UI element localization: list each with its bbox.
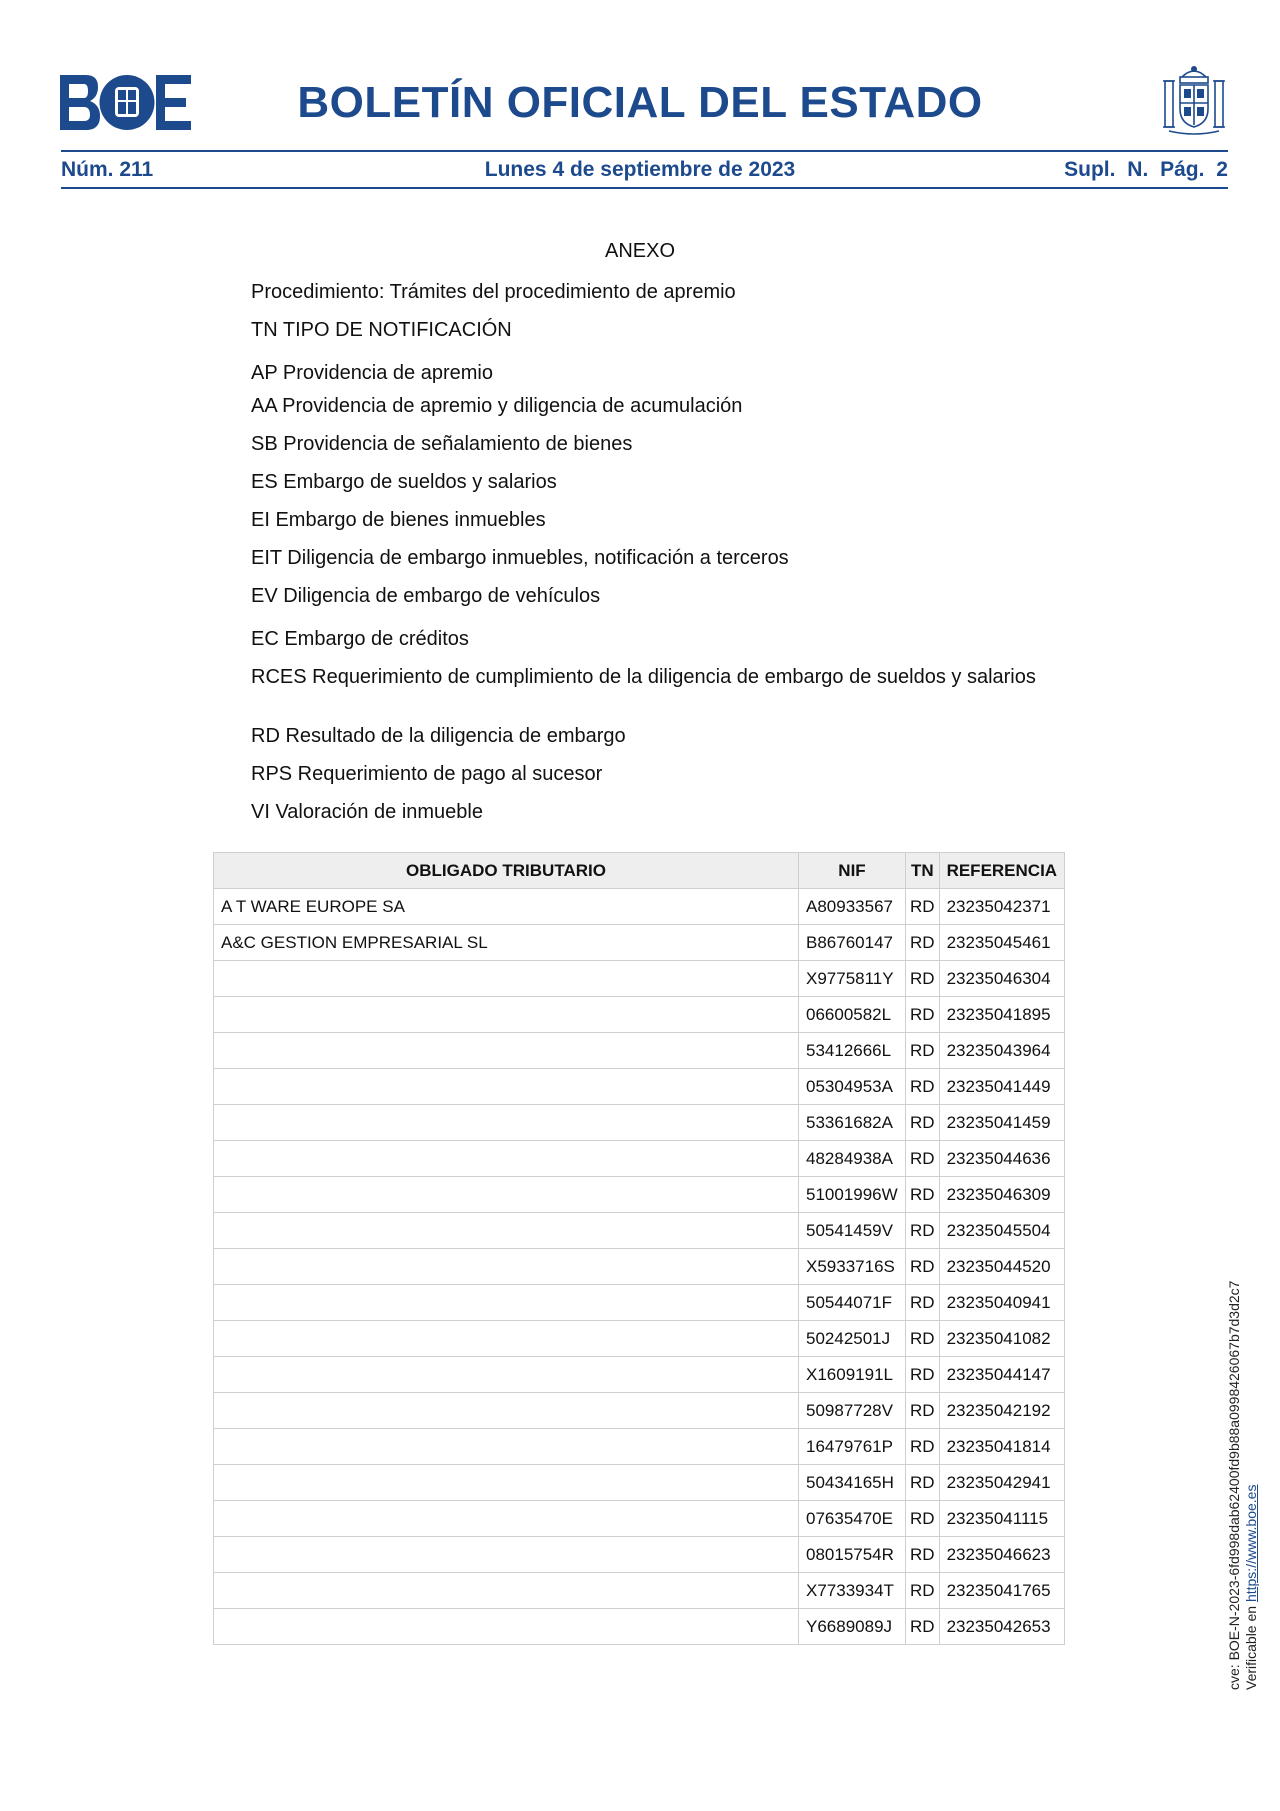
cell-referencia: 23235042371 (939, 889, 1065, 925)
cell-obligado (214, 1249, 799, 1285)
tn-heading (214, 317, 1074, 343)
table-row (214, 1069, 1065, 1105)
cell-tn: RD (906, 1285, 940, 1321)
cell-referencia: 23235044520 (939, 1249, 1065, 1285)
cell-referencia: 23235044147 (939, 1357, 1065, 1393)
table-row (214, 889, 1065, 925)
cell-nif: 08015754R (799, 1537, 906, 1573)
procedure-text: Procedimiento: Trámites del procedimiento de apremio (251, 281, 736, 303)
list-item (214, 761, 1074, 787)
col-referencia: REFERENCIA (939, 853, 1065, 889)
cell-nif: A80933567 (799, 889, 906, 925)
cell-referencia: 23235043964 (939, 1033, 1065, 1069)
header-bottom-rule (61, 187, 1228, 189)
cell-tn: RD (906, 925, 940, 961)
cell-tn: RD (906, 1537, 940, 1573)
cell-nif: 07635470E (799, 1501, 906, 1537)
table-row (214, 1249, 1065, 1285)
cell-obligado: A T WARE EUROPE SA (214, 889, 799, 925)
cell-nif: X5933716S (799, 1249, 906, 1285)
cell-obligado (214, 1537, 799, 1573)
cell-obligado: A&C GESTION EMPRESARIAL SL (214, 925, 799, 961)
cell-nif: 53412666L (799, 1033, 906, 1069)
cell-obligado (214, 1573, 799, 1609)
tn-item-aa: AA Providencia de apremio y diligencia de acumulación (251, 395, 743, 417)
cell-referencia: 23235042653 (939, 1609, 1065, 1645)
list-item (214, 431, 1074, 457)
verify-prefix: Verificable en (1243, 1602, 1259, 1690)
boe-logo-icon (60, 75, 191, 130)
cell-nif: 50541459V (799, 1213, 906, 1249)
cell-obligado (214, 1321, 799, 1357)
cell-tn: RD (906, 889, 940, 925)
tn-heading-text: TN TIPO DE NOTIFICACIÓN (251, 319, 512, 341)
list-item (214, 393, 1074, 419)
cell-referencia: 23235042192 (939, 1393, 1065, 1429)
cell-referencia: 23235041449 (939, 1069, 1065, 1105)
table-row (214, 925, 1065, 961)
cell-obligado (214, 1357, 799, 1393)
boe-link[interactable]: https://www.boe.es (1243, 1484, 1259, 1603)
cell-nif: 53361682A (799, 1105, 906, 1141)
cell-nif: B86760147 (799, 925, 906, 961)
table-row (214, 1465, 1065, 1501)
cell-tn: RD (906, 1501, 940, 1537)
cell-obligado (214, 1393, 799, 1429)
cell-tn: RD (906, 1321, 940, 1357)
tn-item-rd: RD Resultado de la diligencia de embargo (251, 725, 626, 747)
table-row (214, 1609, 1065, 1645)
table-row (214, 1033, 1065, 1069)
cell-referencia: 23235046309 (939, 1177, 1065, 1213)
cell-obligado (214, 1033, 799, 1069)
notifications-table (213, 852, 1065, 1645)
cell-tn: RD (906, 1141, 940, 1177)
cell-referencia: 23235042941 (939, 1465, 1065, 1501)
cell-obligado (214, 961, 799, 997)
tn-item-ei: EI Embargo de bienes inmuebles (251, 509, 546, 531)
list-item (214, 507, 1074, 533)
cell-referencia: 23235046623 (939, 1537, 1065, 1573)
cell-referencia: 23235041115 (939, 1501, 1065, 1537)
tn-item-es: ES Embargo de sueldos y salarios (251, 471, 557, 493)
cell-tn: RD (906, 1465, 940, 1501)
cell-referencia: 23235046304 (939, 961, 1065, 997)
cell-tn: RD (906, 1177, 940, 1213)
table-row (214, 1177, 1065, 1213)
verify-line (1243, 1281, 1260, 1690)
annex-heading: ANEXO (604, 240, 676, 262)
cell-tn: RD (906, 1609, 940, 1645)
cell-nif: Y6689089J (799, 1609, 906, 1645)
cve-code: cve: BOE-N-2023-6fd998dab62400fd9b88a0998426067b7d3d2c7 (1226, 1280, 1242, 1690)
cell-obligado (214, 1609, 799, 1645)
list-item (214, 626, 1074, 652)
table-row (214, 1285, 1065, 1321)
cell-tn: RD (906, 1033, 940, 1069)
cell-obligado (214, 1069, 799, 1105)
cell-referencia: 23235040941 (939, 1285, 1065, 1321)
table-row (214, 1573, 1065, 1609)
cell-obligado (214, 1465, 799, 1501)
list-item (214, 799, 1074, 825)
tn-item-vi: VI Valoración de inmueble (251, 801, 483, 823)
list-item: RCES Requerimiento de cumplimiento de la diligencia de embargo de sueldos y salarios (251, 666, 1036, 688)
page-title: BOLETÍN OFICIAL DEL ESTADO (297, 78, 983, 127)
table-row (214, 997, 1065, 1033)
cell-referencia: 23235045504 (939, 1213, 1065, 1249)
cell-referencia: 23235041814 (939, 1429, 1065, 1465)
list-item (214, 360, 1074, 386)
list-item (214, 545, 1074, 571)
col-nif: NIF (799, 853, 906, 889)
col-tn: TN (906, 853, 940, 889)
cell-nif: X9775811Y (799, 961, 906, 997)
cell-nif: 50544071F (799, 1285, 906, 1321)
cell-tn: RD (906, 1573, 940, 1609)
cell-referencia: 23235041765 (939, 1573, 1065, 1609)
cell-obligado (214, 1285, 799, 1321)
spain-coat-of-arms-icon (1160, 63, 1228, 137)
cell-obligado (214, 1501, 799, 1537)
cell-nif: 50242501J (799, 1321, 906, 1357)
supplement-page: Supl. N. Pág. 2 (1064, 158, 1228, 181)
cell-tn: RD (906, 997, 940, 1033)
cell-nif: 05304953A (799, 1069, 906, 1105)
procedure-line (214, 279, 1074, 305)
cell-obligado (214, 1429, 799, 1465)
table-header-row (214, 853, 1065, 889)
cell-obligado (214, 997, 799, 1033)
table-row (214, 961, 1065, 997)
cell-nif: 50434165H (799, 1465, 906, 1501)
cell-tn: RD (906, 1357, 940, 1393)
cell-referencia: 23235041895 (939, 997, 1065, 1033)
table-row (214, 1501, 1065, 1537)
cell-nif: 16479761P (799, 1429, 906, 1465)
cell-nif: X7733934T (799, 1573, 906, 1609)
cell-tn: RD (906, 1429, 940, 1465)
cell-tn: RD (906, 1213, 940, 1249)
cell-tn: RD (906, 1105, 940, 1141)
table-row (214, 1141, 1065, 1177)
cell-tn: RD (906, 1069, 940, 1105)
issue-date: Lunes 4 de septiembre de 2023 (484, 158, 796, 181)
list-item (214, 469, 1074, 495)
tn-item-ap: AP Providencia de apremio (251, 362, 493, 384)
table-row (214, 1321, 1065, 1357)
tn-item-rps: RPS Requerimiento de pago al sucesor (251, 763, 603, 785)
issue-number: Núm. 211 (61, 158, 154, 181)
table-row (214, 1213, 1065, 1249)
table-row (214, 1105, 1065, 1141)
header-top-rule (61, 150, 1228, 152)
cell-obligado (214, 1141, 799, 1177)
cell-nif: 51001996W (799, 1177, 906, 1213)
cell-referencia: 23235041459 (939, 1105, 1065, 1141)
cell-tn: RD (906, 1249, 940, 1285)
table-row (214, 1357, 1065, 1393)
tn-item-eit: EIT Diligencia de embargo inmuebles, notificación a terceros (251, 547, 789, 569)
col-obligado: OBLIGADO TRIBUTARIO (214, 853, 799, 889)
cell-obligado (214, 1105, 799, 1141)
cell-obligado (214, 1177, 799, 1213)
tn-item-sb: SB Providencia de señalamiento de bienes (251, 433, 633, 455)
cell-referencia: 23235041082 (939, 1321, 1065, 1357)
cell-referencia: 23235045461 (939, 925, 1065, 961)
cell-referencia: 23235044636 (939, 1141, 1065, 1177)
cell-tn: RD (906, 961, 940, 997)
cell-obligado (214, 1213, 799, 1249)
tn-item-ev: EV Diligencia de embargo de vehículos (251, 585, 601, 607)
list-item (214, 723, 1074, 749)
table-row (214, 1537, 1065, 1573)
cell-nif: 48284938A (799, 1141, 906, 1177)
cell-nif: X1609191L (799, 1357, 906, 1393)
cell-tn: RD (906, 1393, 940, 1429)
cell-nif: 50987728V (799, 1393, 906, 1429)
table-row (214, 1429, 1065, 1465)
cve-verification (1226, 1240, 1262, 1690)
cell-nif: 06600582L (799, 997, 906, 1033)
tn-item-ec: EC Embargo de créditos (251, 628, 469, 650)
table-row (214, 1393, 1065, 1429)
list-item (214, 583, 1074, 609)
